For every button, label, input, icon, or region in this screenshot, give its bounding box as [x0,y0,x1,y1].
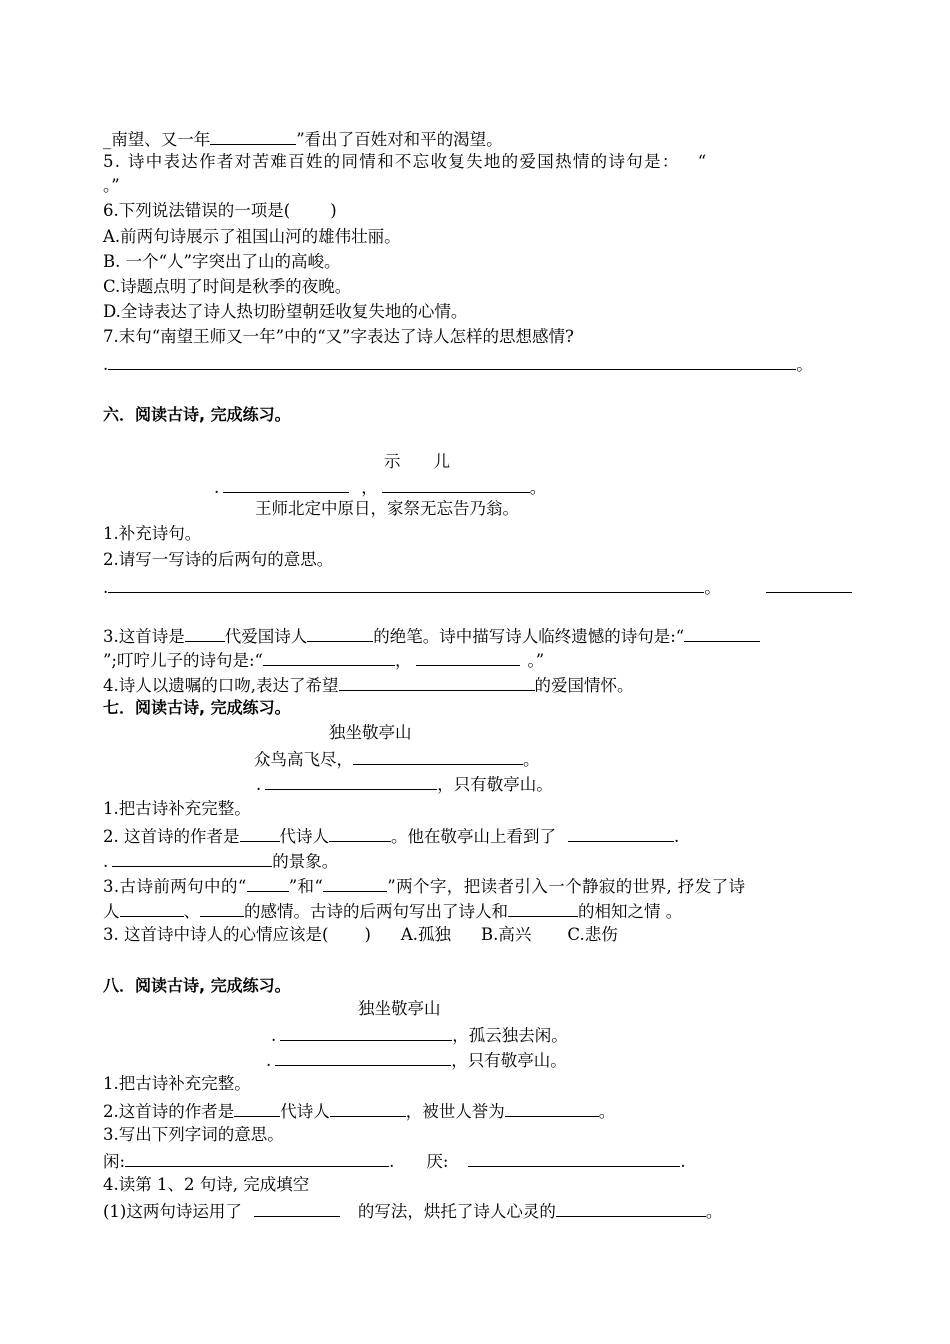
question-2-cont [103,849,338,873]
text: 2.这首诗的作者是 [103,1102,235,1121]
question-3-items [103,1149,686,1173]
text: ”;叮咛儿子的诗句是:“ [103,651,263,670]
question-1: 1.把古诗补充完整。 [103,1074,251,1093]
answer-blank[interactable] [416,648,520,666]
text: . [680,1152,686,1171]
text: 。 [598,1102,616,1121]
text: 代诗人 [280,1102,330,1121]
text: 。” [527,651,545,670]
answer-blank[interactable] [223,475,349,493]
text: . [214,478,220,497]
text: ) [364,925,371,944]
section-6-heading: 六．阅读古诗, 完成练习。 [103,405,291,424]
answer-blank[interactable] [263,648,395,666]
question-2 [103,824,679,848]
fragment-line-1 [103,127,503,151]
text: ，被世人誉为 [405,1102,505,1121]
question-4 [103,673,634,697]
answer-blank[interactable] [568,824,674,842]
answer-blank[interactable] [247,874,289,892]
question-5-end: 。” [103,176,120,195]
question-4-1 [103,1199,722,1223]
text: 3. 这首诗中诗人的心情应该是( [103,925,329,944]
text: 代爱国诗人 [224,627,308,646]
question-3 [103,874,745,898]
text: (1)这两句诗运用了 [103,1202,242,1221]
question-7-answer [103,352,813,376]
text: 代诗人 [279,827,329,846]
section-8-heading: 八．阅读古诗, 完成练习。 [103,976,291,995]
text: . [389,1152,395,1171]
option-a: A.前两句诗展示了祖国山河的雄伟壮丽。 [103,227,401,246]
text: . [674,827,680,846]
question-7: 7.末句“南望王师又一年”中的“又”字表达了诗人怎样的思想感情? [103,327,574,346]
text: 、 [183,902,200,921]
answer-blank[interactable] [185,624,225,642]
question-2-answer [103,575,721,599]
answer-blank[interactable] [353,747,523,765]
poem-line-1 [271,1023,568,1047]
text: 众鸟高飞尽， [254,750,353,769]
text: 的感情。古诗的后两句写出了诗人和 [244,902,508,921]
answer-blank[interactable] [125,1149,389,1167]
text: 。他在敬亭山上看到了 [391,827,556,846]
text: ， [395,651,412,670]
answer-blank[interactable] [254,1199,340,1217]
text: ，只有敬亭山。 [437,775,553,794]
poem-title: 独坐敬亭山 [329,723,412,742]
question-6 [103,200,337,222]
answer-blank[interactable] [120,899,184,917]
question-3-cont [103,899,682,923]
poem-line-2 [256,772,553,796]
section-7-heading: 七．阅读古诗, 完成练习。 [103,698,291,717]
text: _南望、又一年 [103,130,211,149]
text: 3.这首诗是 [103,627,185,646]
text: ”和“ [288,877,324,896]
answer-blank[interactable] [382,475,530,493]
question-3 [103,624,760,648]
question-3: 3.写出下列字词的意思。 [103,1125,284,1144]
answer-blank[interactable] [275,1048,451,1066]
question-2: 2.请写一写诗的后两句的意思。 [103,550,334,569]
text: 的景象。 [272,852,339,871]
poem-title: 独坐敬亭山 [358,999,441,1018]
text: ， [361,478,378,497]
text: . [103,355,109,374]
answer-blank[interactable] [240,824,280,842]
text: . [256,775,262,794]
text: 的绝笔。诗中描写诗人临终遗憾的诗句是:“ [373,627,685,646]
text: 。 [529,478,547,497]
answer-blank[interactable] [234,1099,280,1117]
answer-blank[interactable] [556,1199,706,1217]
text: 的写法，烘托了诗人心灵的 [357,1202,556,1221]
question-3-cont [103,648,544,672]
answer-blank[interactable] [339,673,535,691]
poem-line-2 [266,1048,567,1072]
question-4 [103,924,618,946]
option-c: C.诗题点明了时间是秋季的夜晚。 [103,277,352,296]
option-d: D.全诗表达了诗人热切盼望朝廷收复失地的心情。 [103,302,468,321]
question-1: 1.补充诗句。 [103,524,202,543]
answer-line[interactable] [108,352,796,370]
answer-blank[interactable] [468,1149,680,1167]
question-5 [103,151,707,173]
text: ) [330,201,337,220]
quote-mark: “ [697,152,708,171]
text: . [271,1026,277,1045]
label-xian: 闲: [103,1152,126,1171]
answer-blank[interactable] [323,874,387,892]
text: 人 [103,902,120,921]
text: 的相知之情 。 [578,902,683,921]
question-text: 5. 诗中表达作者对苦难百姓的同情和不忘收复失地的爱国热情的诗句是： [103,152,680,171]
option-b: B.高兴 [481,925,532,944]
question-2 [103,1099,615,1123]
answer-blank[interactable] [112,849,272,867]
text: ”看出了百姓对和平的渴望。 [296,130,503,149]
answer-blank[interactable] [265,772,437,790]
question-1: 1.把古诗补充完整。 [103,799,251,818]
answer-blank[interactable] [280,1023,452,1041]
text: 。 [704,578,721,597]
answer-blank[interactable] [508,899,578,917]
question-4: 4.读第 1、2 句诗, 完成填空 [103,1175,310,1194]
text: 4.诗人以遗嘱的口吻,表达了希望 [103,676,339,695]
poem-blank-line [214,475,546,499]
text: . [103,852,109,871]
text: ”两个字，把读者引入一个静寂的世界, 抒发了诗 [387,877,746,896]
poem-line-1 [254,747,540,771]
answer-line[interactable] [108,575,704,593]
poem-line: 王师北定中原日，家祭无忘告乃翁。 [255,499,519,518]
text: 。 [796,355,813,374]
text: 。 [705,1202,723,1221]
answer-blank[interactable] [684,624,760,642]
answer-blank[interactable] [330,1099,406,1117]
option-a: A.孤独 [400,925,452,944]
text: 的爱国情怀。 [534,676,634,695]
label-yan: 厌: [426,1152,449,1171]
answer-blank[interactable] [200,899,244,917]
answer-blank[interactable] [210,127,296,145]
option-b: B. 一个“人”字突出了山的高峻。 [103,252,341,271]
text: . [103,578,109,597]
answer-blank[interactable] [307,624,373,642]
text: . [266,1051,272,1070]
poem-title: 示 儿 [384,452,450,471]
text: 3.古诗前两句中的“ [103,877,247,896]
text: 2. 这首诗的作者是 [103,827,240,846]
answer-blank[interactable] [329,824,391,842]
answer-line[interactable] [766,592,852,593]
option-c: C.悲伤 [567,925,618,944]
text: 。 [523,750,540,769]
question-text: 6.下列说法错误的一项是( [103,201,291,220]
text: ，孤云独去闲。 [452,1026,568,1045]
text: ，只有敬亭山。 [451,1051,567,1070]
answer-blank[interactable] [505,1099,599,1117]
